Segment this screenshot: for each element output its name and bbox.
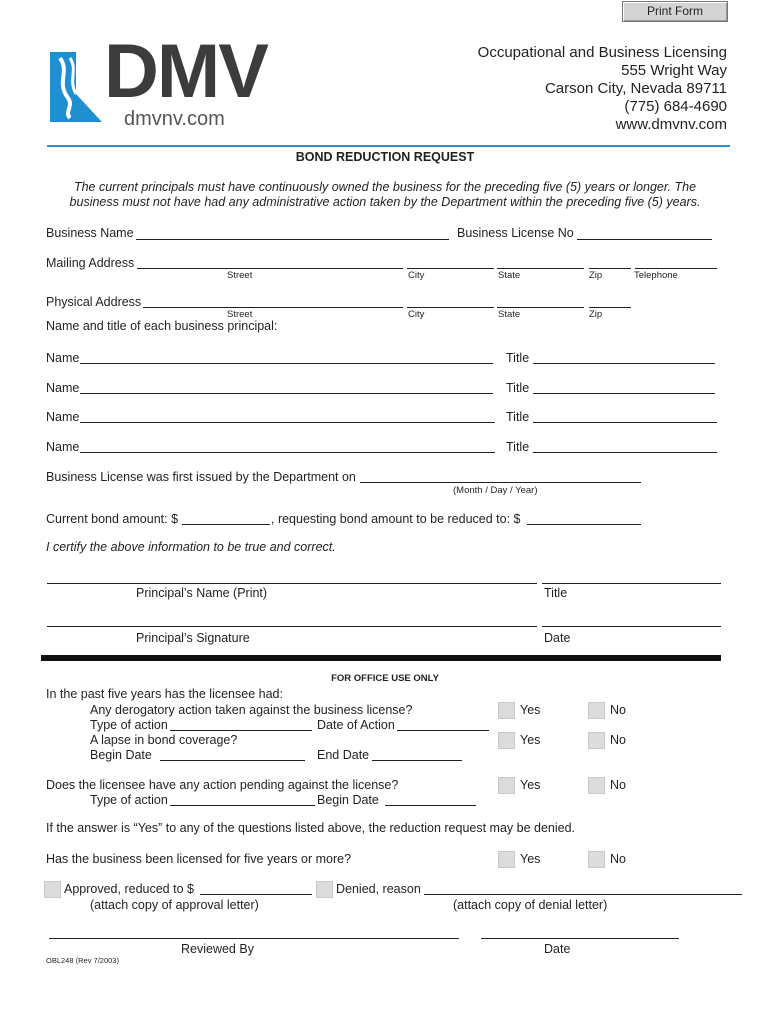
principal-name-field-2[interactable]	[80, 393, 493, 394]
physical-state-caption: State	[498, 309, 521, 320]
type-of-action-label-2: Type of action	[90, 793, 168, 807]
pending-yes-label: Yes	[520, 778, 541, 792]
office-use-heading: FOR OFFICE USE ONLY	[331, 673, 439, 684]
approved-label: Approved, reduced to $	[64, 882, 194, 896]
mailing-state-caption: State	[498, 270, 521, 281]
dmv-logo-url: dmvnv.com	[124, 108, 225, 130]
principal-name-label-1: Name	[46, 351, 80, 365]
intro-line-1: The current principals must have continuously owned the business for the preceding five (5) years or longer. The	[73, 180, 697, 194]
pending-begin-date-label: Begin Date	[317, 793, 379, 807]
principal-title-label-1: Title	[506, 351, 530, 365]
denied-reason-field[interactable]	[424, 894, 742, 895]
five-years-yes-checkbox[interactable]	[498, 851, 515, 868]
derogatory-no-label: No	[610, 703, 626, 717]
lapse-end-date-field[interactable]	[372, 760, 462, 761]
past-five-label: In the past five years has the licensee had:	[46, 687, 283, 701]
physical-city-caption: City	[408, 309, 425, 320]
intro-line-2: business must not have had any administrative action taken by the Department within the preceding five (5) years.	[69, 195, 701, 209]
reviewed-by-field[interactable]	[49, 938, 459, 939]
mailing-street-caption: Street	[227, 270, 253, 281]
principal-name-field-3[interactable]	[80, 422, 495, 423]
five-years-no-label: No	[610, 852, 626, 866]
derogatory-question: Any derogatory action taken against the business license?	[90, 703, 413, 717]
form-number: OBL248 (Rev 7/2003)	[46, 956, 119, 965]
lapse-question: A lapse in bond coverage?	[90, 733, 238, 747]
mailing-city-caption: City	[408, 270, 425, 281]
lapse-yes-checkbox[interactable]	[498, 732, 515, 749]
mailing-zip-field[interactable]	[589, 268, 631, 269]
principal-title-sign-label: Title	[544, 586, 568, 600]
mailing-address-label: Mailing Address	[46, 256, 135, 270]
principal-title-field-2[interactable]	[533, 393, 715, 394]
mailing-telephone-field[interactable]	[635, 268, 717, 269]
physical-street-caption: Street	[227, 309, 253, 320]
nevada-logo-icon	[50, 52, 102, 122]
principal-name-field-1[interactable]	[80, 363, 493, 364]
attach-approval-note: (attach copy of approval letter)	[90, 898, 259, 912]
physical-city-field[interactable]	[407, 307, 494, 308]
derogatory-yes-checkbox[interactable]	[498, 702, 515, 719]
print-form-button[interactable]: Print Form	[622, 1, 728, 22]
denied-label: Denied, reason	[336, 882, 421, 896]
reviewed-by-label: Reviewed By	[181, 942, 254, 956]
dmv-logo-text: DMV	[104, 29, 267, 114]
five-years-no-checkbox[interactable]	[588, 851, 605, 868]
business-name-field[interactable]	[136, 239, 449, 240]
lapse-yes-label: Yes	[520, 733, 541, 747]
principals-heading: Name and title of each business principal:	[46, 319, 278, 333]
lapse-begin-date-label: Begin Date	[90, 748, 152, 762]
principal-title-label-4: Title	[506, 440, 530, 454]
mailing-telephone-caption: Telephone	[634, 270, 678, 281]
date-format-caption: (Month / Day / Year)	[453, 485, 538, 496]
office-phone: (775) 684-4690	[624, 98, 727, 115]
principal-name-field-4[interactable]	[80, 452, 495, 453]
pending-yes-checkbox[interactable]	[498, 777, 515, 794]
lapse-no-checkbox[interactable]	[588, 732, 605, 749]
lapse-begin-date-field[interactable]	[160, 760, 305, 761]
date-of-action-field[interactable]	[397, 730, 489, 731]
requesting-bond-label: , requesting bond amount to be reduced to: $	[271, 512, 521, 526]
office-name: Occupational and Business Licensing	[477, 44, 727, 61]
principal-name-label-4: Name	[46, 440, 80, 454]
date-of-action-label: Date of Action	[317, 718, 395, 732]
five-years-yes-label: Yes	[520, 852, 541, 866]
pending-no-checkbox[interactable]	[588, 777, 605, 794]
approved-amount-field[interactable]	[200, 894, 312, 895]
header-rule	[47, 145, 730, 147]
principal-name-label-3: Name	[46, 410, 80, 424]
principal-title-label-3: Title	[506, 410, 530, 424]
attach-denial-note: (attach copy of denial letter)	[453, 898, 608, 912]
approved-checkbox[interactable]	[44, 881, 61, 898]
first-issued-label: Business License was first issued by the Department on	[46, 470, 356, 484]
office-city: Carson City, Nevada 89711	[544, 80, 727, 97]
current-bond-label: Current bond amount: $	[46, 512, 179, 526]
mailing-zip-caption: Zip	[589, 270, 603, 281]
principal-title-field-4[interactable]	[533, 452, 717, 453]
lapse-no-label: No	[610, 733, 626, 747]
business-license-no-label: Business License No	[457, 226, 574, 240]
principal-name-label-2: Name	[46, 381, 80, 395]
type-of-action-field-2[interactable]	[170, 805, 315, 806]
principal-title-label-2: Title	[506, 381, 530, 395]
pending-no-label: No	[610, 778, 626, 792]
principal-date-label: Date	[544, 631, 571, 645]
reviewed-date-label: Date	[544, 942, 571, 956]
physical-zip-field[interactable]	[589, 307, 631, 308]
principal-signature-field[interactable]	[47, 626, 537, 627]
principal-signature-label: Principal’s Signature	[136, 631, 250, 645]
lapse-end-date-label: End Date	[317, 748, 370, 762]
principal-title-field-3[interactable]	[533, 422, 717, 423]
principal-date-field[interactable]	[542, 626, 721, 627]
denied-checkbox[interactable]	[316, 881, 333, 898]
type-of-action-label-1: Type of action	[90, 718, 168, 732]
physical-zip-caption: Zip	[589, 309, 603, 320]
business-name-label: Business Name	[46, 226, 134, 240]
physical-address-label: Physical Address	[46, 295, 142, 309]
current-bond-field[interactable]	[182, 524, 270, 525]
principal-title-sign-field[interactable]	[542, 583, 721, 584]
reviewed-date-field[interactable]	[481, 938, 679, 939]
certify-statement: I certify the above information to be true and correct.	[46, 540, 336, 554]
five-years-question: Has the business been licensed for five years or more?	[46, 852, 352, 866]
principal-title-field-1[interactable]	[533, 363, 715, 364]
pending-begin-date-field[interactable]	[385, 805, 476, 806]
form-title: BOND REDUCTION REQUEST	[295, 150, 475, 164]
office-website: www.dmvnv.com	[615, 116, 727, 133]
mailing-street-field[interactable]	[137, 268, 403, 269]
mailing-state-field[interactable]	[497, 268, 584, 269]
derogatory-no-checkbox[interactable]	[588, 702, 605, 719]
first-issued-date-field[interactable]	[360, 482, 641, 483]
physical-street-field[interactable]	[143, 307, 403, 308]
pending-question: Does the licensee have any action pending against the license?	[46, 778, 399, 792]
principal-name-print-label: Principal’s Name (Print)	[136, 586, 268, 600]
requested-bond-field[interactable]	[527, 524, 641, 525]
office-use-divider	[41, 655, 721, 661]
derogatory-yes-label: Yes	[520, 703, 541, 717]
physical-state-field[interactable]	[497, 307, 584, 308]
office-street: 555 Wright Way	[621, 62, 727, 79]
type-of-action-field-1[interactable]	[170, 730, 312, 731]
principal-name-print-field[interactable]	[47, 583, 537, 584]
mailing-city-field[interactable]	[407, 268, 494, 269]
business-license-no-field[interactable]	[577, 239, 712, 240]
denied-note: If the answer is “Yes” to any of the questions listed above, the reduction request may be denied.	[46, 821, 576, 835]
